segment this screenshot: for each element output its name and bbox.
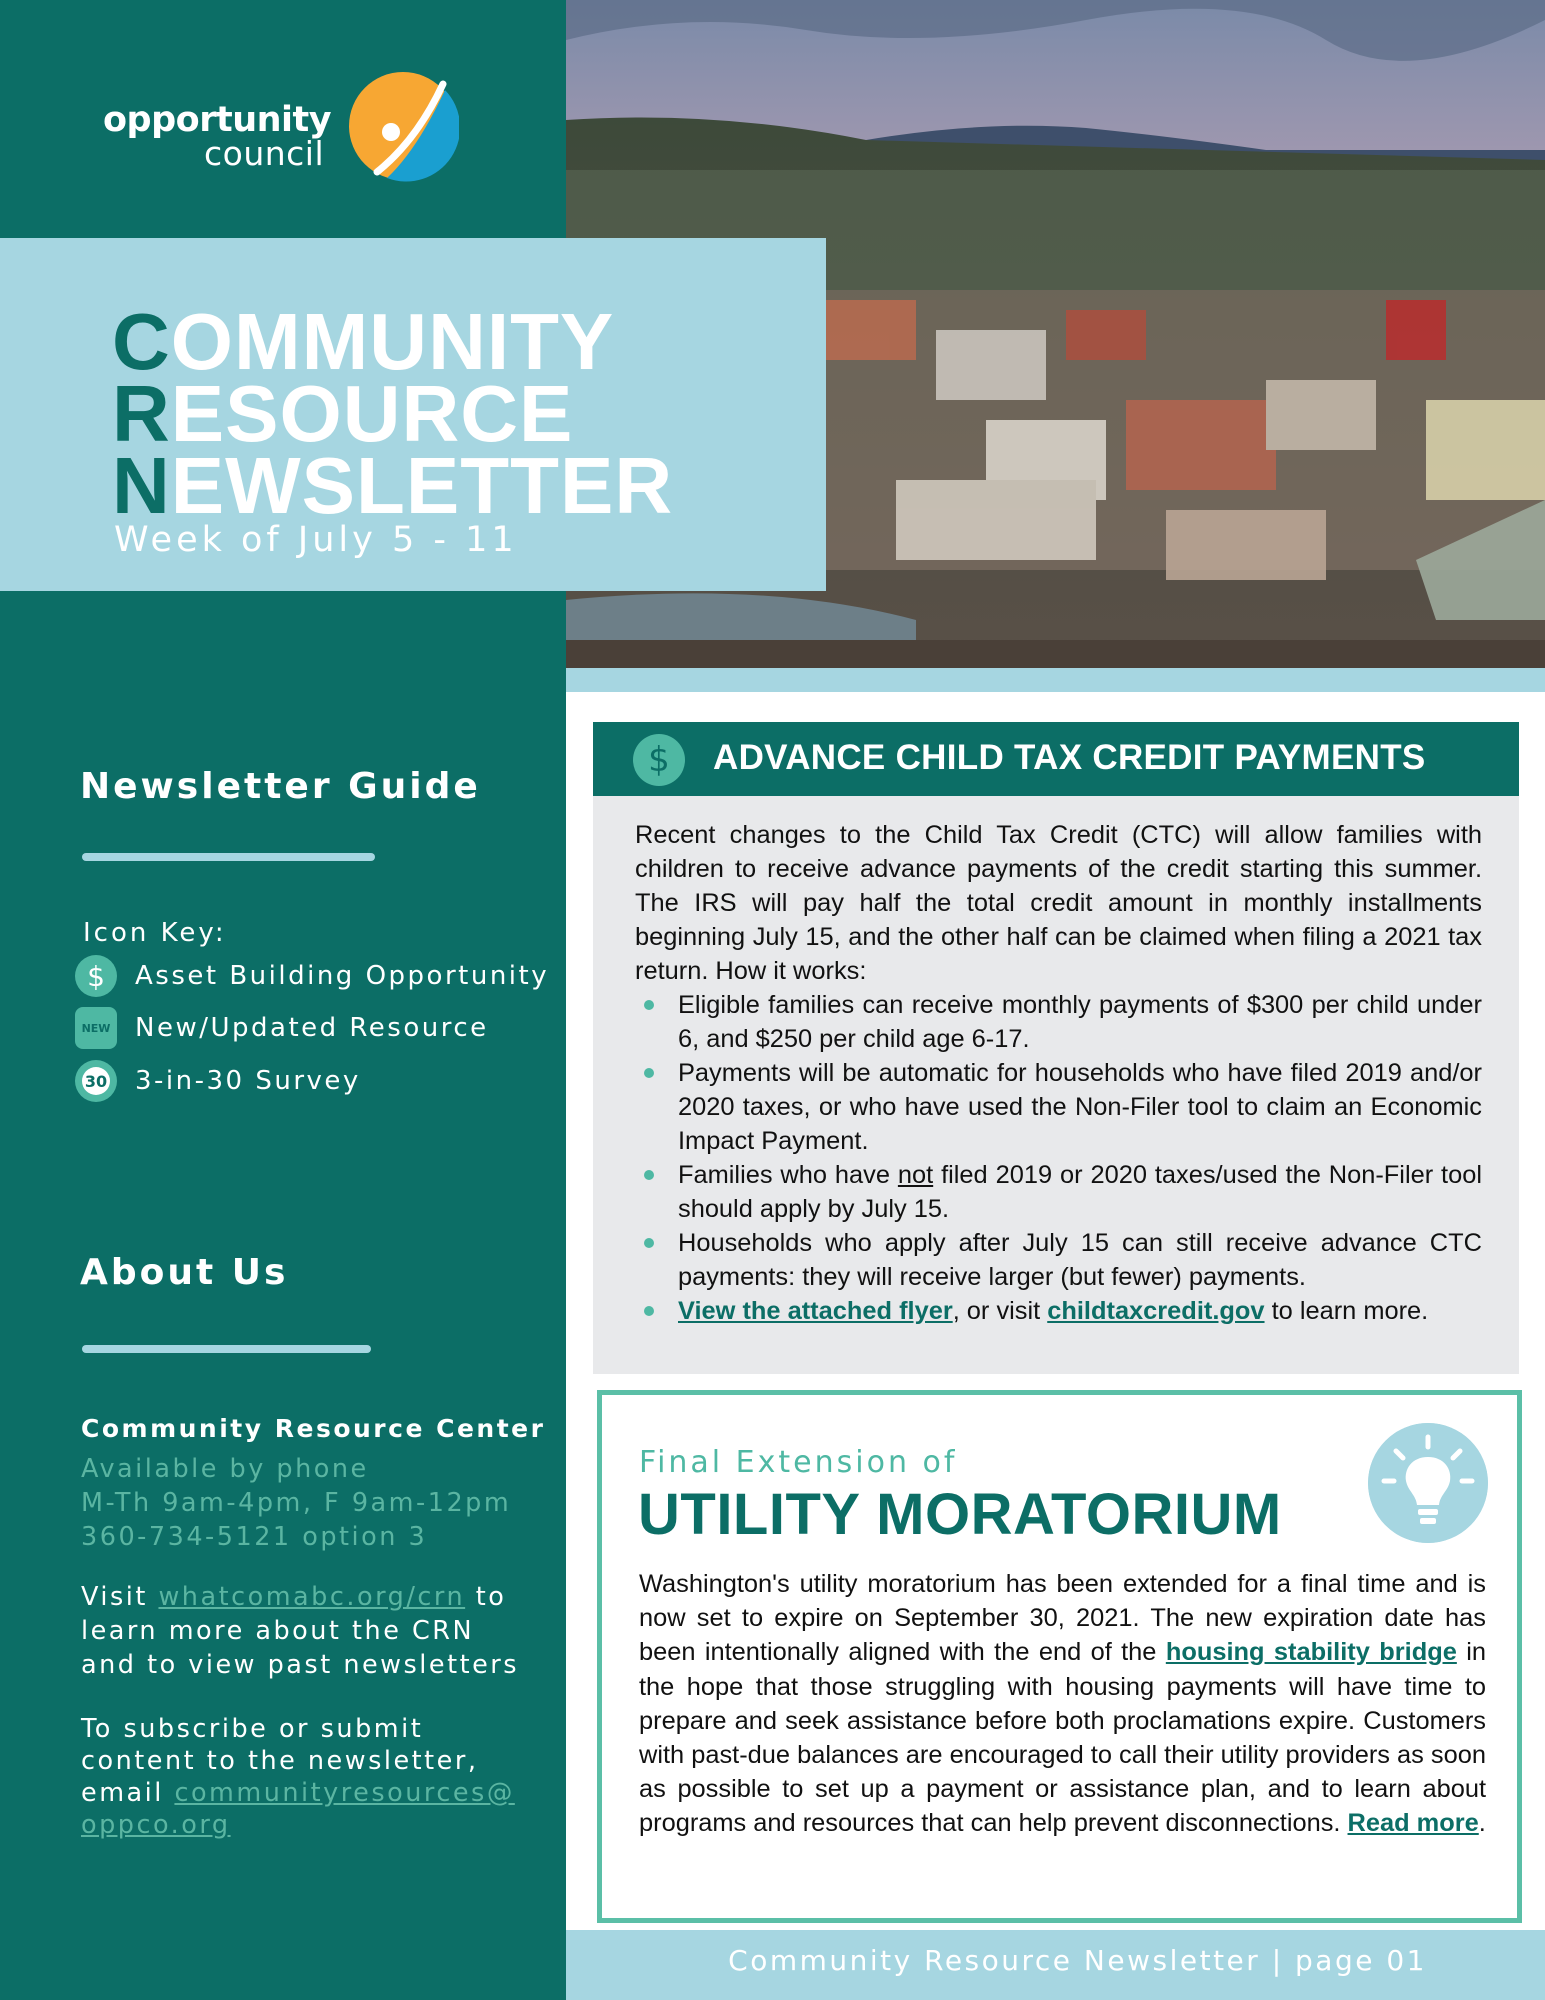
icon-key-row-new	[75, 1006, 489, 1050]
icon-key-label-asset: Asset Building Opportunity	[135, 961, 550, 991]
ctc-bullet-late: Households who apply after July 15 can still receive advance CTC payments: they will receive larger (but fewer) payments.	[635, 1226, 1482, 1294]
utility-text	[639, 1567, 1486, 1841]
utility-text-post: .	[1478, 1809, 1486, 1838]
logo-mark-icon	[347, 70, 459, 182]
phone-line: 360-734-5121 option 3	[81, 1522, 428, 1552]
about-us-heading: About Us	[80, 1252, 289, 1293]
survey-30-glyph: 30	[82, 1067, 110, 1095]
hours-line: M-Th 9am-4pm, F 9am-12pm	[81, 1488, 512, 1518]
ctc-bullet3-post: filed 2019 or 2020 taxes/used the Non-Filer tool should apply by July 15.	[678, 1161, 1482, 1223]
title-initial-c: C	[112, 297, 171, 386]
page-footer	[566, 1930, 1545, 2000]
ctc-dollar-glyph: $	[648, 740, 670, 780]
newsletter-guide-heading: Newsletter Guide	[80, 766, 481, 807]
ctc-bullet-list	[635, 988, 1482, 1328]
utility-text-pre: Washington's utility moratorium has been extended for a final time and is now set to expire on September 30, 2021. The new expiration date has been intentionally aligned with the end of the	[639, 1570, 1486, 1667]
logo-word-council: council	[204, 134, 325, 173]
availability-line: Available by phone	[81, 1454, 369, 1484]
ctc-section-header	[593, 722, 1519, 796]
title-rest-resource: ESOURCE	[170, 369, 574, 458]
title-initial-n: N	[112, 441, 171, 530]
guide-divider	[82, 853, 375, 861]
icon-key-row-asset	[75, 954, 549, 998]
ctc-bullet-links	[635, 1294, 1482, 1328]
visit-line-2: learn more about the CRN	[81, 1616, 475, 1646]
visit-prefix: Visit	[81, 1582, 159, 1612]
ctc-bullet-automatic: Payments will be automatic for households who have filed 2019 and/or 2020 taxes, or who have used the Non-Filer tool to claim an Economic Impact Payment.	[635, 1056, 1482, 1158]
subscribe-prefix: email	[81, 1778, 175, 1808]
subscribe-line-1: To subscribe or submit	[81, 1714, 424, 1744]
visit-block	[81, 1580, 519, 1682]
about-divider	[82, 1345, 371, 1353]
flyer-link[interactable]: View the attached flyer	[678, 1297, 953, 1325]
icon-key-row-survey	[75, 1059, 361, 1103]
ctc-bullet5-mid: , or visit	[952, 1297, 1048, 1325]
footer-text: Community Resource Newsletter | page 01	[728, 1944, 1427, 1977]
ctc-bullet-apply	[635, 1158, 1482, 1226]
crn-website-link[interactable]: whatcomabc.org/crn	[158, 1582, 466, 1612]
dollar-icon	[633, 734, 685, 786]
opportunity-council-logo[interactable]	[103, 70, 463, 180]
week-label: Week of July 5 - 11	[114, 520, 518, 560]
email-link-part2[interactable]: oppco.org	[81, 1810, 231, 1840]
lightbulb-icon	[1368, 1423, 1488, 1543]
title-rest-community: OMMUNITY	[170, 297, 615, 386]
photo-accent-strip	[566, 668, 1545, 692]
title-initial-r: R	[112, 369, 171, 458]
title-band	[0, 238, 826, 591]
availability-block	[81, 1452, 511, 1554]
utility-pre-title: Final Extension of	[639, 1445, 958, 1480]
ctc-bullet3-pre: Families who have	[678, 1161, 898, 1189]
resource-center-title: Community Resource Center	[81, 1414, 546, 1443]
logo-word-opportunity: opportunity	[103, 100, 332, 140]
housing-stability-bridge-link[interactable]: housing stability bridge	[1165, 1638, 1457, 1667]
utility-title: UTILITY MORATORIUM	[638, 1482, 1282, 1547]
title-line-newsletter	[112, 441, 674, 530]
ctc-section-title: ADVANCE CHILD TAX CREDIT PAYMENTS	[713, 738, 1426, 777]
dollar-icon	[75, 955, 117, 997]
dollar-glyph: $	[87, 959, 105, 993]
new-badge-glyph: NEW	[81, 1021, 111, 1035]
title-rest-newsletter: EWSLETTER	[170, 441, 674, 530]
ctc-intro: Recent changes to the Child Tax Credit (CTC) will allow families with children to receive advance payments of the credit starting this summer. The IRS will pay half the total credit amount in monthly installments beginning July 15, and the other half can be claimed when filing a 2021 tax return. How it works:	[635, 821, 1482, 985]
icon-key-label-survey: 3-in-30 Survey	[135, 1066, 361, 1096]
utility-moratorium-box	[597, 1390, 1522, 1923]
read-more-link[interactable]: Read more	[1347, 1809, 1479, 1838]
ctc-bullet3-emphasis: not	[897, 1161, 934, 1189]
subscribe-block	[81, 1713, 515, 1841]
ctc-text	[635, 818, 1482, 1328]
survey-30-icon	[75, 1060, 117, 1102]
ctc-bullet-eligibility: Eligible families can receive monthly payments of $300 per child under 6, and $250 per child age 6-17.	[635, 988, 1482, 1056]
icon-key-label: Icon Key:	[83, 918, 227, 948]
childtaxcredit-link[interactable]: childtaxcredit.gov	[1047, 1297, 1265, 1325]
subscribe-line-2: content to the newsletter,	[81, 1746, 479, 1776]
ctc-section-body	[593, 796, 1519, 1374]
visit-line-3: and to view past newsletters	[81, 1650, 520, 1680]
ctc-bullet5-post: to learn more.	[1264, 1297, 1429, 1325]
email-link-part1[interactable]: communityresources@	[174, 1778, 515, 1808]
icon-key-label-new: New/Updated Resource	[135, 1013, 489, 1043]
new-badge-icon	[75, 1007, 117, 1049]
visit-suffix: to	[465, 1582, 507, 1612]
utility-text-mid: in the hope that those struggling with housing payments will have time to prepare and seek assistance before both proclamations expire. Customers with past-due balances are encouraged to call their utility providers as soon as possible to set up a payment or assistance plan, and to learn about programs and resources that can help prevent disconnections.	[639, 1638, 1486, 1838]
